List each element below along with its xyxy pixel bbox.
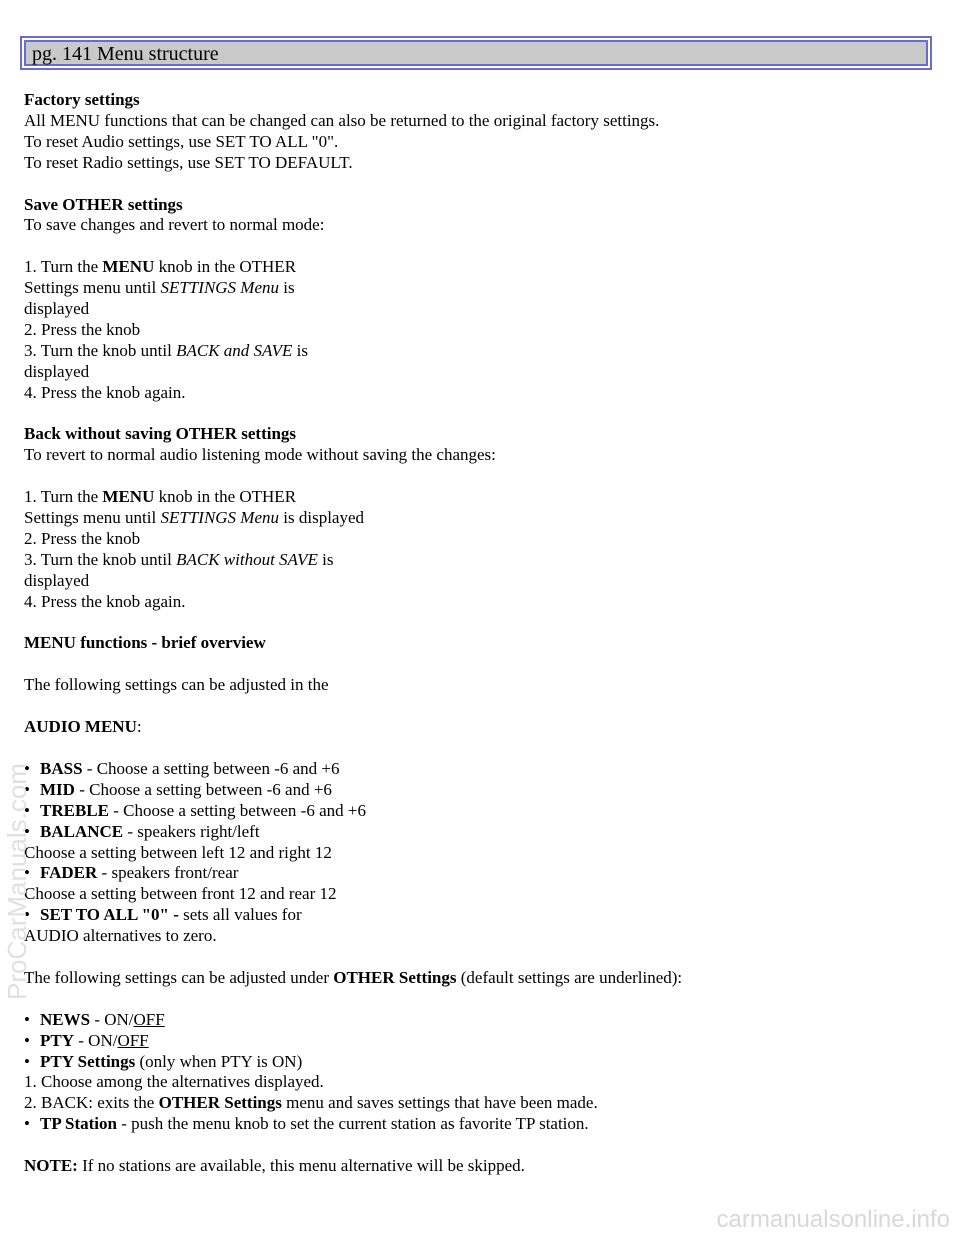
paragraph: To revert to normal audio listening mode without saving the changes: [24,445,496,465]
step-line: 4. Press the knob again. [24,591,186,611]
corner-watermark: carmanualsonline.info [716,1206,950,1233]
step-line: displayed [24,361,90,381]
step-line: 3. Turn the knob until BACK and SAVE is [24,340,308,360]
paragraph: To save changes and revert to normal mode: [24,215,325,235]
step-line: Settings menu until SETTINGS Menu is [24,278,295,298]
back-without-saving-heading: Back without saving OTHER settings [24,424,297,444]
paragraph: All MENU functions that can be changed can also be returned to the original factory settings. [24,110,660,130]
note: NOTE: If no stations are available, this menu alternative will be skipped. [24,1156,525,1176]
list-item-fader: • FADER - speakers front/rear [24,863,934,884]
paragraph: Choose a setting between front 12 and rear 12 [24,884,337,904]
list-item-news: • NEWS - ON/OFF [24,1010,934,1031]
list-item-bass: • BASS - Choose a setting between -6 and +6 [24,759,934,780]
paragraph: The following settings can be adjusted in the [24,675,329,695]
step-line: 1. Turn the MENU knob in the OTHER [24,257,297,277]
list-item-tp-station: • TP Station - push the menu knob to set the current station as favorite TP station. [24,1114,934,1135]
paragraph: The following settings can be adjusted under OTHER Settings (default settings are underlined): [24,967,683,987]
step-line: 1. Turn the MENU knob in the OTHER [24,487,297,507]
step-line: 3. Turn the knob until BACK without SAVE is [24,549,334,569]
save-other-settings-heading: Save OTHER settings [24,194,183,214]
page-header [24,40,928,66]
step-line: 2. Press the knob [24,319,141,339]
step-line: 4. Press the knob again. [24,382,186,402]
document-body [24,90,934,1177]
list-item-balance: • BALANCE - speakers right/left [24,822,934,843]
list-item-mid: • MID - Choose a setting between -6 and +6 [24,780,934,801]
factory-settings-heading: Factory settings [24,90,140,109]
step-line: Settings menu until SETTINGS Menu is displayed [24,508,365,528]
paragraph: Choose a setting between left 12 and right 12 [24,842,332,862]
menu-functions-heading: MENU functions - brief overview [24,633,266,653]
step-line: 2. Press the knob [24,528,141,548]
list-item-pty-settings: • PTY Settings (only when PTY is ON) [24,1052,934,1073]
paragraph: To reset Radio settings, use SET TO DEFAULT. [24,152,353,172]
paragraph: 1. Choose among the alternatives displayed. [24,1072,324,1092]
list-item-treble: • TREBLE - Choose a setting between -6 and +6 [24,801,934,822]
side-watermark: ProCarManuals.com [2,763,32,1000]
paragraph: 2. BACK: exits the OTHER Settings menu and saves settings that have been made. [24,1093,598,1113]
step-line: displayed [24,299,90,319]
paragraph: AUDIO alternatives to zero. [24,926,217,946]
page-header-title: pg. 141 Menu structure [32,43,219,65]
step-line: displayed [24,570,90,590]
list-item-pty: • PTY - ON/OFF [24,1031,934,1052]
audio-menu-label: AUDIO MENU: [24,717,142,737]
paragraph: To reset Audio settings, use SET TO ALL "0". [24,131,339,151]
list-item-set-to-all: • SET TO ALL "0" - sets all values for [24,905,934,926]
